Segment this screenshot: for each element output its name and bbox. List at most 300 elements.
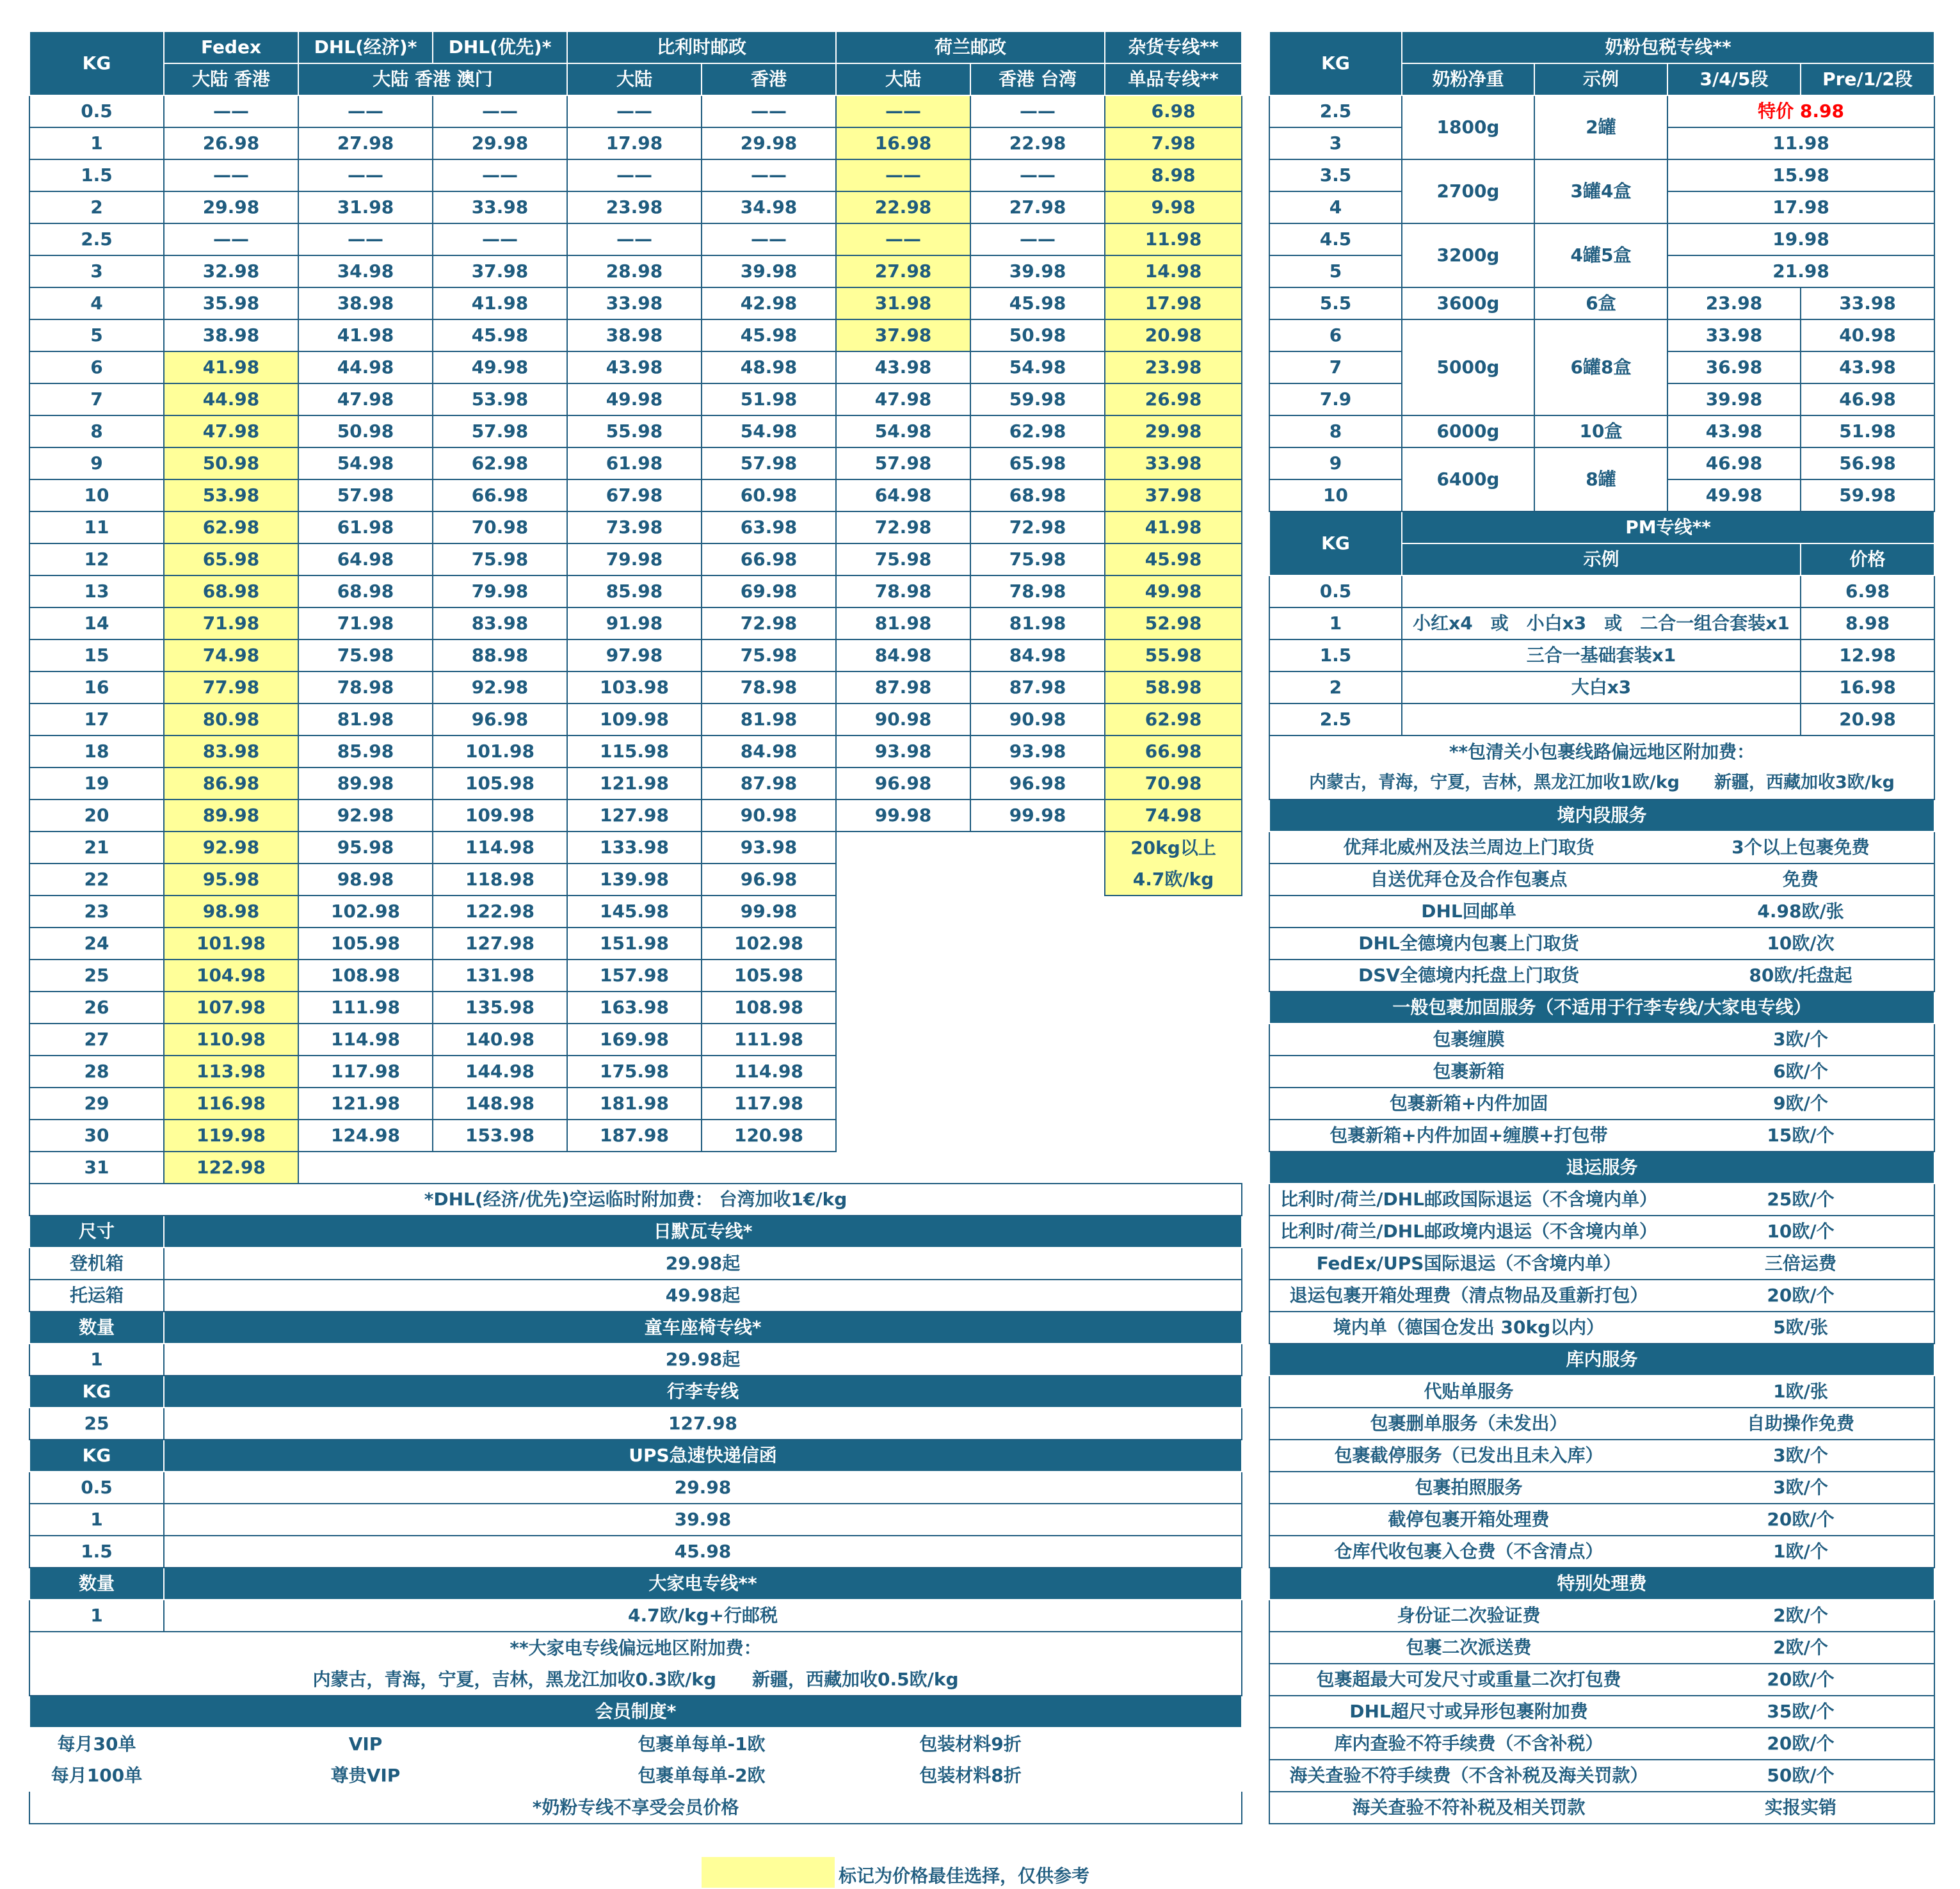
price-cell: 70.98 [1105, 768, 1242, 800]
pm-example [1402, 703, 1801, 736]
price-row [29, 607, 1242, 639]
domestic-item: DHL全德境内包裹上门取货 [1269, 928, 1667, 960]
geneva-row [29, 1280, 1242, 1312]
kg-cell: 5.5 [1269, 287, 1402, 319]
price-cell: 102.98 [298, 896, 433, 928]
price-cell: 39.98 [970, 255, 1105, 287]
price-cell: 83.98 [433, 607, 567, 639]
special-row [1269, 1664, 1934, 1696]
kg-cell: 4 [1269, 191, 1402, 223]
geneva-price: 49.98起 [164, 1280, 1242, 1312]
price-cell: 68.98 [298, 575, 433, 607]
bulk-rate-cell: 20kg以上 [1105, 832, 1242, 864]
member-discount: 包裹单每单-1欧 [638, 1733, 766, 1755]
price-cell: 38.98 [164, 319, 298, 351]
price-cell: 64.98 [836, 479, 970, 511]
price-cell: 78.98 [702, 671, 836, 703]
price-cell: 27.98 [298, 127, 433, 159]
milk-price-345: 49.98 [1667, 479, 1801, 511]
special-row [1269, 1792, 1934, 1824]
price-cell: 55.98 [567, 415, 702, 447]
appliance-title: 大家电专线** [164, 1568, 1242, 1600]
price-cell: 144.98 [433, 1056, 567, 1088]
kg-cell: 30 [29, 1120, 164, 1152]
price-cell: 91.98 [567, 607, 702, 639]
price-cell: 69.98 [702, 575, 836, 607]
price-cell: 99.98 [702, 896, 836, 928]
price-cell: 115.98 [567, 736, 702, 768]
special-item: 包裹二次派送费 [1269, 1632, 1667, 1664]
price-cell: 187.98 [567, 1120, 702, 1152]
price-cell: —— [702, 95, 836, 127]
price-cell: —— [164, 159, 298, 191]
reinforce-fee: 15欧/个 [1667, 1120, 1934, 1152]
returns-fee: 5欧/张 [1667, 1312, 1934, 1344]
special-item: 海关查验不符补税及相关罚款 [1269, 1792, 1667, 1824]
warehouse-item: 代贴单服务 [1269, 1376, 1667, 1408]
price-row [29, 255, 1242, 287]
price-cell: —— [433, 223, 567, 255]
special-row [1269, 1696, 1934, 1728]
price-cell: 37.98 [433, 255, 567, 287]
warehouse-fee: 1欧/张 [1667, 1376, 1934, 1408]
returns-row [1269, 1312, 1934, 1344]
price-cell: 53.98 [433, 383, 567, 415]
pm-note-1: **包清关小包裹线路偏远地区附加费： [1269, 736, 1934, 768]
price-row [29, 800, 1242, 832]
price-cell: 107.98 [164, 992, 298, 1024]
geneva-label: 托运箱 [29, 1280, 164, 1312]
price-cell: 64.98 [298, 543, 433, 575]
blank-cell [836, 1088, 1242, 1120]
price-row [29, 768, 1242, 800]
price-row [29, 191, 1242, 223]
price-cell: 45.98 [970, 287, 1105, 319]
special-item: 海关查验不符手续费（不含补税及海关罚款） [1269, 1760, 1667, 1792]
price-cell: —— [836, 159, 970, 191]
milk-price: 11.98 [1667, 127, 1934, 159]
blank-cell [836, 960, 1242, 992]
price-cell: 127.98 [433, 928, 567, 960]
price-cell: 29.98 [164, 191, 298, 223]
reinforce-item: 包裹新箱+内件加固+缠膜+打包带 [1269, 1120, 1667, 1152]
price-row [29, 447, 1242, 479]
kg-cell: 2.5 [1269, 95, 1402, 127]
milk-weight: 1800g [1402, 95, 1534, 159]
domestic-row [1269, 960, 1934, 992]
header-row [29, 31, 1242, 63]
price-cell: 116.98 [164, 1088, 298, 1120]
kg-cell: 31 [29, 1152, 164, 1184]
special-fee: 50欧/个 [1667, 1760, 1934, 1792]
price-cell: —— [298, 95, 433, 127]
price-cell: 22.98 [970, 127, 1105, 159]
warehouse-row [1269, 1376, 1934, 1408]
milk-weight: 2700g [1402, 159, 1534, 223]
kg-cell: 21 [29, 832, 164, 864]
legend [702, 1857, 1342, 1889]
pm-price-header: 价格 [1801, 543, 1934, 575]
price-cell: 72.98 [836, 511, 970, 543]
milk-line-title: 奶粉包税专线** [1402, 31, 1934, 63]
price-cell: 113.98 [164, 1056, 298, 1088]
kg-cell: 9 [29, 447, 164, 479]
price-cell: 31.98 [298, 191, 433, 223]
price-cell: —— [702, 159, 836, 191]
pm-note-row [1269, 736, 1934, 768]
special-title: 特别处理费 [1269, 1568, 1934, 1600]
stroller-label: 1 [29, 1344, 164, 1376]
member-level: VIP [348, 1733, 383, 1755]
price-cell: 51.98 [702, 383, 836, 415]
price-cell: 45.98 [1105, 543, 1242, 575]
stroller-header-row [29, 1312, 1242, 1344]
price-cell: 96.98 [836, 768, 970, 800]
price-cell: 90.98 [970, 703, 1105, 736]
price-cell: 124.98 [298, 1120, 433, 1152]
price-cell: 14.98 [1105, 255, 1242, 287]
kg-cell: 8 [29, 415, 164, 447]
milk-row [1269, 447, 1934, 479]
member-note-row [29, 1792, 1242, 1824]
luggage-title: 行李专线 [164, 1376, 1242, 1408]
price-cell: 16.98 [836, 127, 970, 159]
price-cell: 80.98 [164, 703, 298, 736]
special-item: DHL超尺寸或异形包裹附加费 [1269, 1696, 1667, 1728]
price-row [29, 479, 1242, 511]
member-note: *奶粉专线不享受会员价格 [29, 1792, 1242, 1824]
price-cell: 29.98 [1105, 415, 1242, 447]
price-cell: 61.98 [567, 447, 702, 479]
price-cell: —— [702, 223, 836, 255]
milk-price-pre12: 56.98 [1801, 447, 1934, 479]
kg-cell: 5 [29, 319, 164, 351]
price-cell: 98.98 [298, 864, 433, 896]
pm-price: 6.98 [1801, 575, 1934, 607]
price-cell: 71.98 [164, 607, 298, 639]
price-cell: 117.98 [298, 1056, 433, 1088]
price-cell: 50.98 [164, 447, 298, 479]
kg-header: KG [1269, 511, 1402, 575]
reinforce-item: 包裹新箱+内件加固 [1269, 1088, 1667, 1120]
domestic-item: 自送优拜仓及合作包裹点 [1269, 864, 1667, 896]
price-cell: 42.98 [702, 287, 836, 319]
price-cell: 101.98 [164, 928, 298, 960]
blank-cell [1105, 1760, 1242, 1792]
milk-price-345: 43.98 [1667, 415, 1801, 447]
price-cell: 66.98 [433, 479, 567, 511]
milk-price: 15.98 [1667, 159, 1934, 191]
kg-cell: 27 [29, 1024, 164, 1056]
member-header-row [29, 1696, 1242, 1728]
milk-example: 10盒 [1534, 415, 1667, 447]
price-cell: 111.98 [298, 992, 433, 1024]
price-cell: 117.98 [702, 1088, 836, 1120]
blank-cell [836, 928, 1242, 960]
warehouse-fee: 1欧/个 [1667, 1536, 1934, 1568]
member-orders: 每月30单 [57, 1733, 136, 1755]
price-cell: 139.98 [567, 864, 702, 896]
milk-example: 6罐8盒 [1534, 319, 1667, 415]
kg-cell: 2 [1269, 671, 1402, 703]
kg-cell: 17 [29, 703, 164, 736]
special-row [1269, 1728, 1934, 1760]
price-cell: 32.98 [164, 255, 298, 287]
price-cell: 101.98 [433, 736, 567, 768]
pm-row [1269, 575, 1934, 607]
price-row [29, 960, 1242, 992]
appliance-label: 1 [29, 1600, 164, 1632]
price-row [29, 159, 1242, 191]
price-cell: —— [567, 159, 702, 191]
price-cell: 108.98 [702, 992, 836, 1024]
price-cell: 54.98 [298, 447, 433, 479]
kg-header: KG [1269, 31, 1402, 95]
price-cell: 68.98 [970, 479, 1105, 511]
ups-price: 39.98 [164, 1504, 1242, 1536]
blank-cell [836, 1024, 1242, 1056]
milk-subheader: 奶粉净重 [1402, 63, 1534, 95]
price-cell: 102.98 [702, 928, 836, 960]
price-cell: 84.98 [702, 736, 836, 768]
price-cell: 148.98 [433, 1088, 567, 1120]
price-cell: 79.98 [433, 575, 567, 607]
blank-cell [970, 864, 1105, 896]
price-cell: 34.98 [298, 255, 433, 287]
domestic-fee: 3个以上包裹免费 [1667, 832, 1934, 864]
milk-example: 2罐 [1534, 95, 1667, 159]
price-cell: 66.98 [1105, 736, 1242, 768]
price-cell: 50.98 [298, 415, 433, 447]
ups-label: 1.5 [29, 1536, 164, 1568]
warehouse-row [1269, 1440, 1934, 1472]
legend-swatch [702, 1857, 835, 1888]
price-row [29, 127, 1242, 159]
be-mainland: 大陆 [567, 63, 702, 95]
price-cell: 57.98 [836, 447, 970, 479]
kg-cell: 16 [29, 671, 164, 703]
price-cell: 53.98 [164, 479, 298, 511]
returns-fee: 25欧/个 [1667, 1184, 1934, 1216]
price-cell: 71.98 [298, 607, 433, 639]
special-header-row [1269, 1568, 1934, 1600]
price-cell: 145.98 [567, 896, 702, 928]
price-cell: 103.98 [567, 671, 702, 703]
member-level: 尊贵VIP [330, 1765, 401, 1787]
price-cell: 55.98 [1105, 639, 1242, 671]
price-cell: 110.98 [164, 1024, 298, 1056]
warehouse-fee: 自助操作免费 [1667, 1408, 1934, 1440]
milk-price-345: 33.98 [1667, 319, 1801, 351]
domestic-row [1269, 896, 1934, 928]
price-cell: 33.98 [433, 191, 567, 223]
member-title: 会员制度* [29, 1696, 1242, 1728]
returns-item: 境内单（德国仓发出 30kg以内） [1269, 1312, 1667, 1344]
price-row [29, 319, 1242, 351]
kg-cell: 28 [29, 1056, 164, 1088]
kg-cell: 23 [29, 896, 164, 928]
price-cell: 72.98 [970, 511, 1105, 543]
kg-cell: 26 [29, 992, 164, 1024]
returns-fee: 20欧/个 [1667, 1280, 1934, 1312]
warehouse-item: 仓库代收包裹入仓费（不含清点） [1269, 1536, 1667, 1568]
price-cell: 54.98 [970, 351, 1105, 383]
price-cell: 27.98 [970, 191, 1105, 223]
milk-row [1269, 223, 1934, 255]
milk-row [1269, 287, 1934, 319]
price-cell: 111.98 [702, 1024, 836, 1056]
price-cell: 8.98 [1105, 159, 1242, 191]
price-cell: 60.98 [702, 479, 836, 511]
kg-header: KG [29, 31, 164, 95]
price-row [29, 1120, 1242, 1152]
returns-item: FedEx/UPS国际退运（不含境内单） [1269, 1248, 1667, 1280]
price-cell: 61.98 [298, 511, 433, 543]
domestic-item: DHL回邮单 [1269, 896, 1667, 928]
price-cell: 22.98 [836, 191, 970, 223]
geneva-header-row [29, 1216, 1242, 1248]
geneva-col-label: 尺寸 [29, 1216, 164, 1248]
reinforce-fee: 6欧/个 [1667, 1056, 1934, 1088]
price-cell: 87.98 [970, 671, 1105, 703]
milk-header-row [1269, 31, 1934, 63]
price-cell: 86.98 [164, 768, 298, 800]
kg-cell: 3.5 [1269, 159, 1402, 191]
price-cell: —— [433, 95, 567, 127]
kg-cell: 22 [29, 864, 164, 896]
price-cell: 6.98 [1105, 95, 1242, 127]
price-cell: 72.98 [702, 607, 836, 639]
returns-fee: 10欧/个 [1667, 1216, 1934, 1248]
pm-example [1402, 575, 1801, 607]
milk-price-345: 46.98 [1667, 447, 1801, 479]
milk-weight: 3200g [1402, 223, 1534, 287]
reinforce-item: 包裹新箱 [1269, 1056, 1667, 1088]
price-cell: 84.98 [836, 639, 970, 671]
price-cell: 122.98 [433, 896, 567, 928]
price-row [29, 1152, 1242, 1184]
legend-text: 标记为价格最佳选择，仅供参考 [839, 1865, 1090, 1886]
note-row [29, 1184, 1242, 1216]
blank-cell [836, 1120, 1242, 1152]
price-row [29, 736, 1242, 768]
price-cell: 57.98 [702, 447, 836, 479]
pm-line-title: PM专线** [1402, 511, 1934, 543]
price-cell: 85.98 [567, 575, 702, 607]
price-row [29, 1024, 1242, 1056]
price-cell: 50.98 [970, 319, 1105, 351]
price-cell: 63.98 [702, 511, 836, 543]
price-cell: 81.98 [836, 607, 970, 639]
reinforce-row [1269, 1056, 1934, 1088]
special-fee: 实报实销 [1667, 1792, 1934, 1824]
milk-weight: 6400g [1402, 447, 1534, 511]
price-cell: 96.98 [433, 703, 567, 736]
price-cell: 45.98 [433, 319, 567, 351]
pm-row [1269, 639, 1934, 671]
price-cell: 29.98 [702, 127, 836, 159]
kg-cell: 25 [29, 960, 164, 992]
kg-cell: 1 [1269, 607, 1402, 639]
price-cell: 78.98 [298, 671, 433, 703]
price-cell: 38.98 [298, 287, 433, 319]
domestic-fee: 4.98欧/张 [1667, 896, 1934, 928]
price-cell: 65.98 [164, 543, 298, 575]
belgium-post-header: 比利时邮政 [567, 31, 836, 63]
price-cell: 33.98 [1105, 447, 1242, 479]
price-cell: 114.98 [298, 1024, 433, 1056]
price-cell: 23.98 [1105, 351, 1242, 383]
price-cell: —— [836, 223, 970, 255]
pm-row [1269, 703, 1934, 736]
blank-cell [298, 1152, 1242, 1184]
price-cell: 68.98 [164, 575, 298, 607]
price-cell: 17.98 [567, 127, 702, 159]
single-item-line: 单品专线** [1105, 63, 1242, 95]
price-cell: 74.98 [164, 639, 298, 671]
pm-price: 16.98 [1801, 671, 1934, 703]
ups-header-row [29, 1440, 1242, 1472]
warehouse-item: 包裹拍照服务 [1269, 1472, 1667, 1504]
special-price: 特价 8.98 [1667, 95, 1934, 127]
price-cell: 26.98 [164, 127, 298, 159]
reinforce-row [1269, 1120, 1934, 1152]
price-cell: 75.98 [836, 543, 970, 575]
price-cell: 95.98 [164, 864, 298, 896]
price-cell: 114.98 [702, 1056, 836, 1088]
price-cell: 77.98 [164, 671, 298, 703]
returns-row [1269, 1216, 1934, 1248]
blank-cell [970, 832, 1105, 864]
member-orders: 每月100单 [51, 1765, 143, 1787]
price-cell: 47.98 [298, 383, 433, 415]
price-cell: —— [836, 95, 970, 127]
price-cell: 44.98 [164, 383, 298, 415]
price-row [29, 383, 1242, 415]
appliance-note-2: 内蒙古，青海，宁夏，吉林，黑龙江加收0.3欧/kg 新疆，西藏加收0.5欧/kg [29, 1664, 1242, 1696]
luggage-label: 25 [29, 1408, 164, 1440]
milk-price-pre12: 43.98 [1801, 351, 1934, 383]
price-cell: 65.98 [970, 447, 1105, 479]
price-row [29, 1088, 1242, 1120]
price-row [29, 639, 1242, 671]
price-cell: 31.98 [836, 287, 970, 319]
milk-subheader: 3/4/5段 [1667, 63, 1801, 95]
left-price-table [29, 31, 1242, 1824]
warehouse-fee: 20欧/个 [1667, 1504, 1934, 1536]
fedex-region: 大陆 香港 [164, 63, 298, 95]
ups-row [29, 1504, 1242, 1536]
kg-cell: 3 [29, 255, 164, 287]
price-cell: 66.98 [702, 543, 836, 575]
warehouse-header-row [1269, 1344, 1934, 1376]
stroller-col-label: 数量 [29, 1312, 164, 1344]
luggage-price: 127.98 [164, 1408, 1242, 1440]
kg-cell: 3 [1269, 127, 1402, 159]
special-fee: 20欧/个 [1667, 1728, 1934, 1760]
price-cell: 85.98 [298, 736, 433, 768]
price-cell: 98.98 [164, 896, 298, 928]
pm-row [1269, 607, 1934, 639]
pm-example-header: 示例 [1402, 543, 1801, 575]
price-cell: 135.98 [433, 992, 567, 1024]
special-row [1269, 1600, 1934, 1632]
warehouse-item: 包裹截停服务（已发出且未入库） [1269, 1440, 1667, 1472]
blank-cell [836, 864, 970, 896]
ups-label: 0.5 [29, 1472, 164, 1504]
domestic-title: 境内段服务 [1269, 800, 1934, 832]
price-cell: 90.98 [836, 703, 970, 736]
